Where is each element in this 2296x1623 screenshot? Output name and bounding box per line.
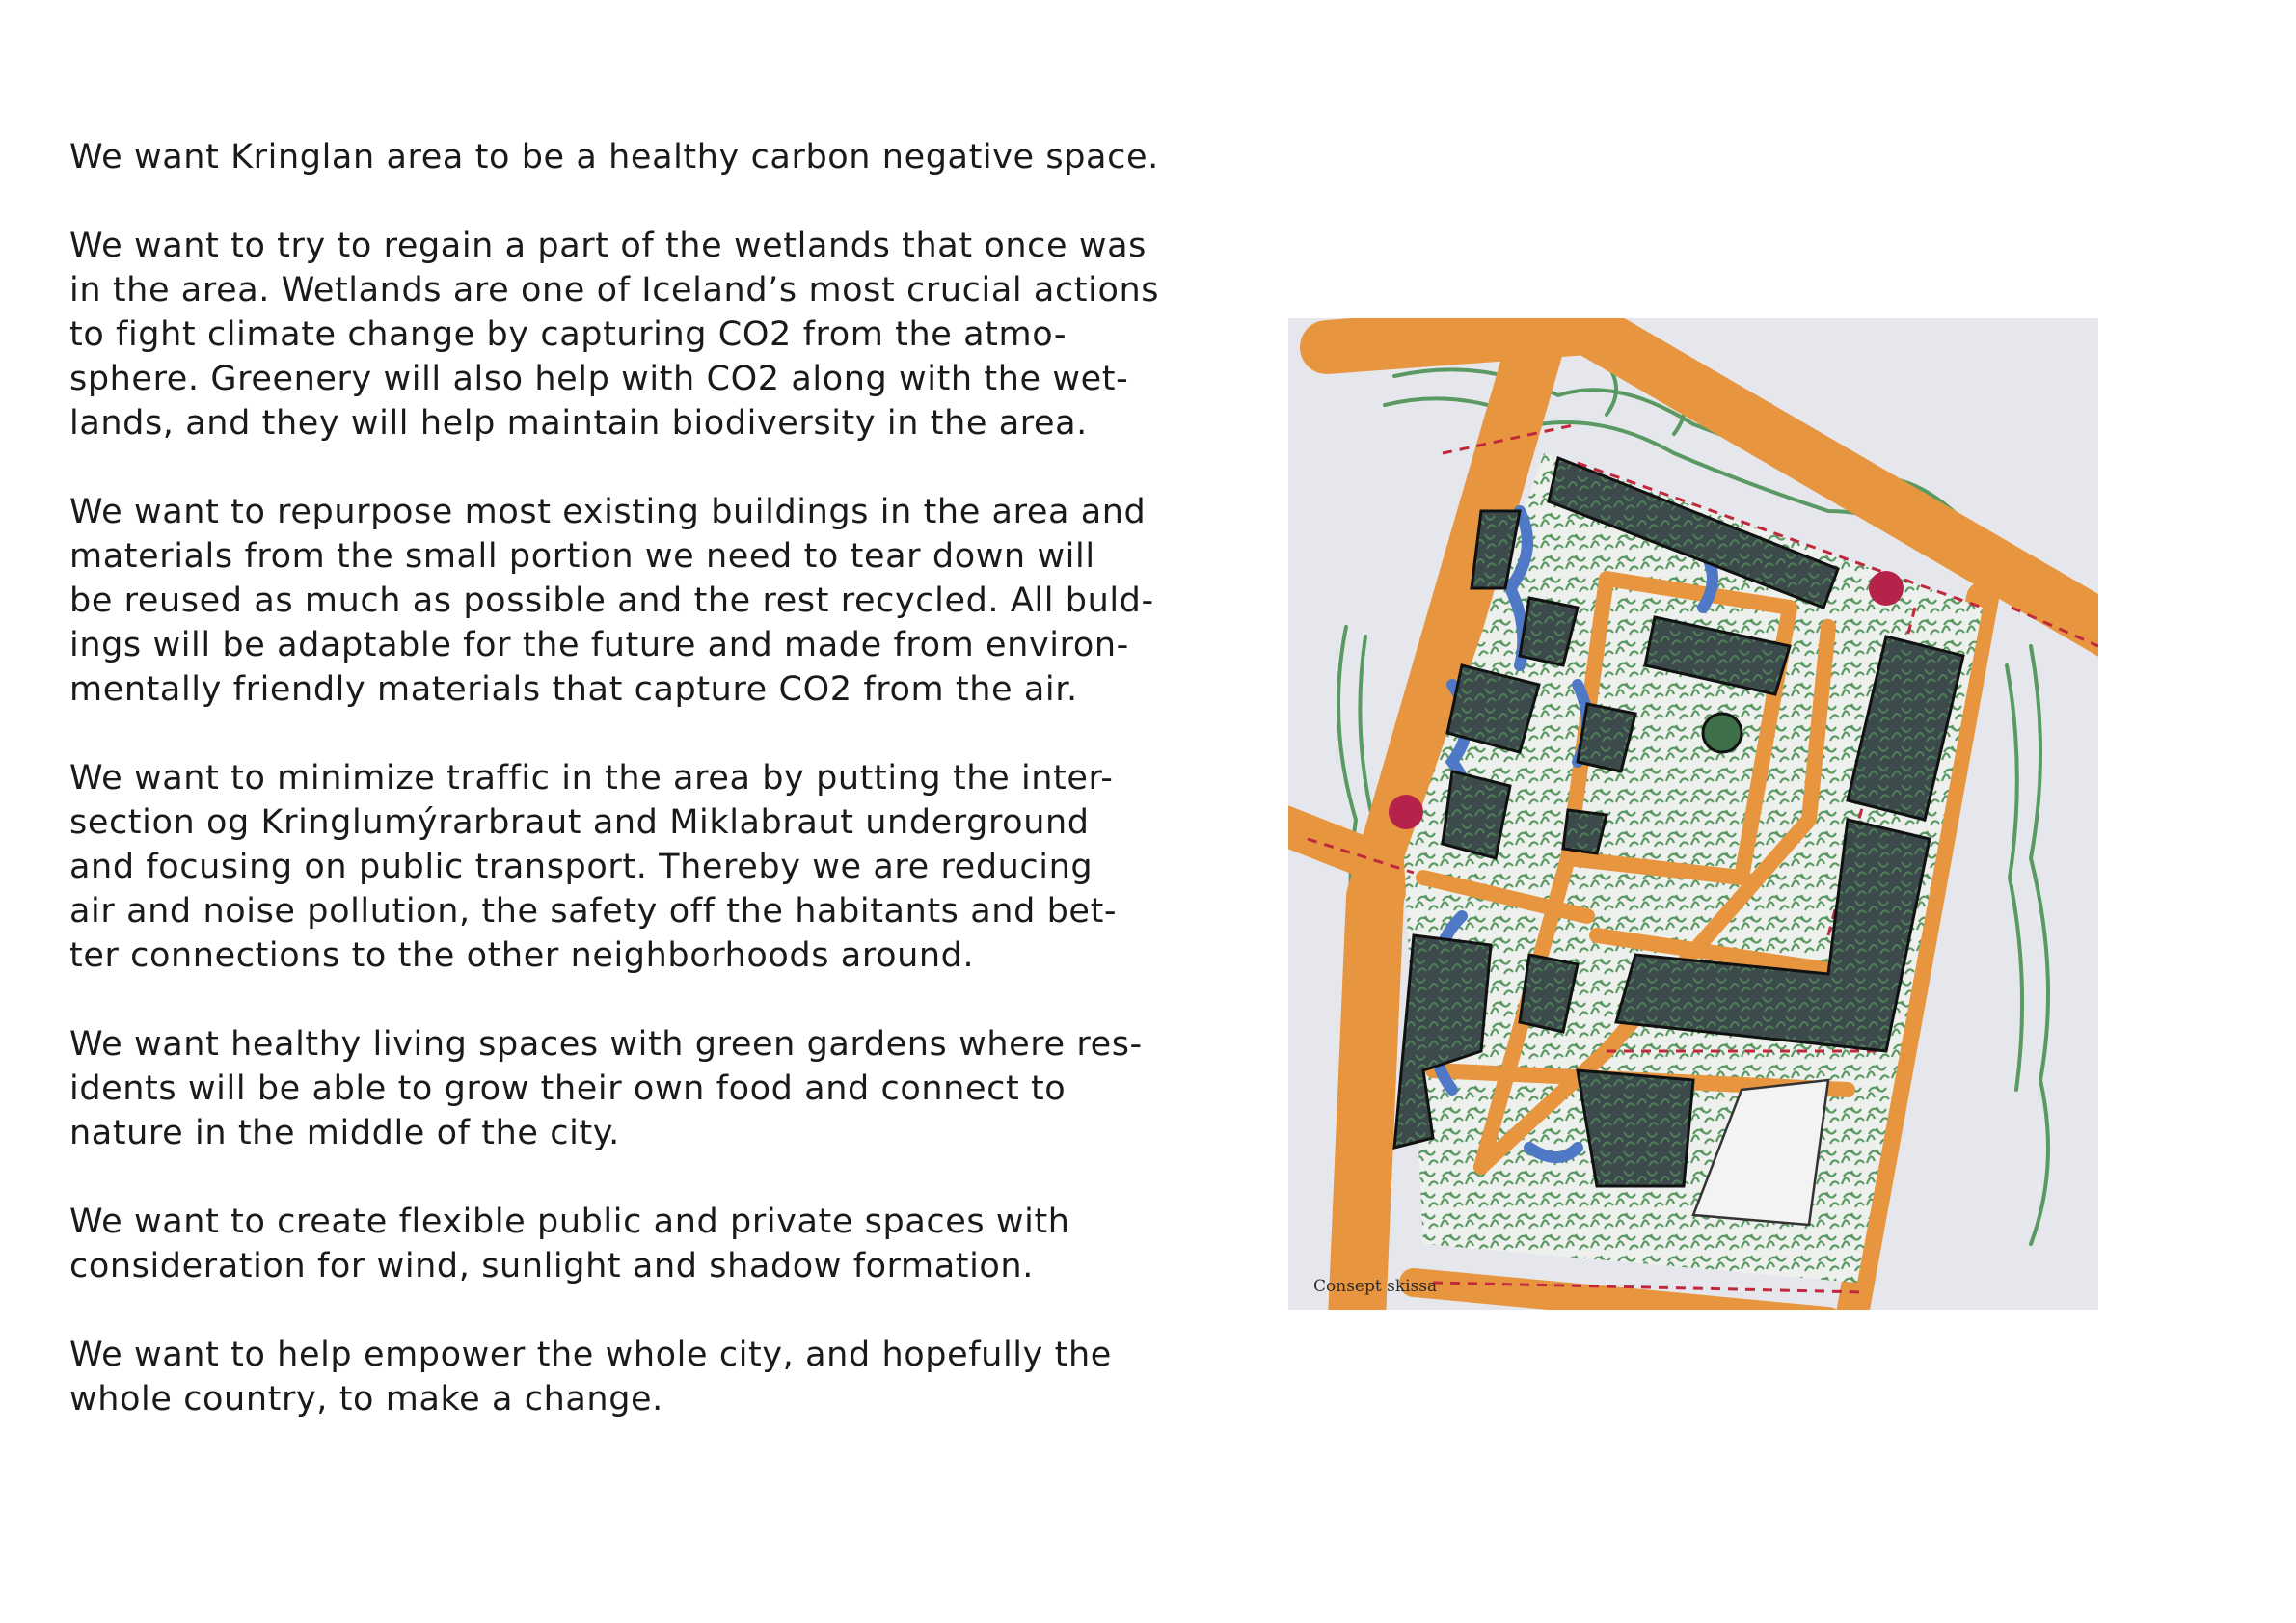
- paragraph-repurpose-buildings: We want to repurpose most existing buildings in the area and materials from the small portion we need to tear down will be reused as much as possible and the rest recycled. All buld- ings will be adaptable for the future and made from environ- mentally friendly materials that capture CO2 from the air.: [69, 493, 1154, 709]
- paragraph-carbon-negative: We want Kringlan area to be a healthy carbon negative space.: [69, 138, 1159, 176]
- paragraph-traffic: We want to minimize traffic in the area by putting the inter- section og Kringlumýrarbraut and Miklabraut underground and focusing on public transport. Thereby we are reducing air and noise pollution, the safety off the habitants and bet- ter connections to the other neighborhoods around.: [69, 759, 1118, 975]
- paragraph-public-private-spaces: We want to create flexible public and private spaces with consideration for wind, sunlight and shadow formation.: [69, 1203, 1070, 1285]
- figure-caption: Consept skissa: [1313, 1277, 1438, 1296]
- tree-icon: [1703, 714, 1742, 752]
- paragraph-empower-city: We want to help empower the whole city, and hopefully the whole country, to make a change.: [69, 1336, 1112, 1419]
- paragraph-wetlands: We want to try to regain a part of the wetlands that once was in the area. Wetlands are one of Iceland’s most crucial actions to fight climate change by capturing CO2 from the atmo- sphere. Greenery will also help with CO2 along with the wet- lands, and they will help maintain biodiversity in the area.: [69, 227, 1160, 443]
- concept-sketch-figure: [1288, 318, 2098, 1310]
- paragraph-living-spaces: We want healthy living spaces with green gardens where res- idents will be able to grow their own food and connect to nature in the middle of the city.: [69, 1025, 1143, 1152]
- text-column: [69, 135, 1169, 1466]
- marker-icon: [1869, 571, 1904, 606]
- marker-icon: [1389, 795, 1423, 829]
- concept-sketch-map: [1288, 318, 2098, 1310]
